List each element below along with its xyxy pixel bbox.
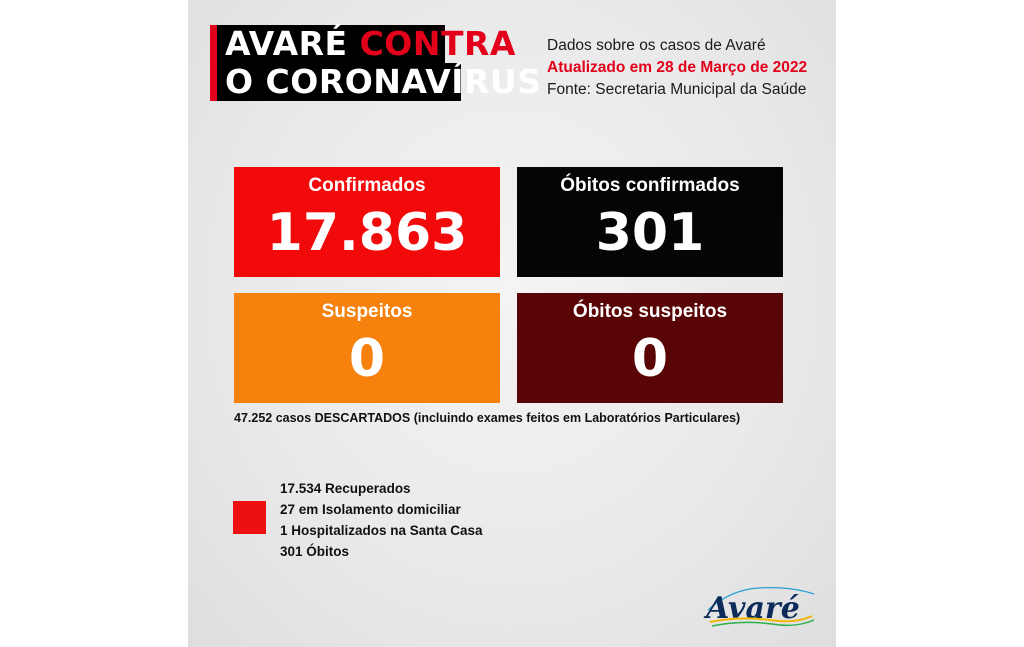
title-part-1: AVARÉ — [225, 24, 360, 63]
confirmed-label: Confirmados — [308, 175, 426, 196]
poster — [188, 0, 836, 647]
title-line-2: O CORONAVÍRUS — [217, 63, 461, 101]
deaths-confirmed-box — [517, 167, 783, 277]
confirmed-value: 17.863 — [266, 203, 468, 263]
discarded-text: 47.252 casos DESCARTADOS (incluindo exames feitos em Laboratórios Particulares) — [234, 411, 741, 425]
status-deaths: 301 Óbitos — [280, 544, 350, 559]
info-source: Fonte: Secretaria Municipal da Saúde — [547, 81, 807, 98]
deaths-suspected-label: Óbitos suspeitos — [572, 301, 728, 322]
legend-square — [233, 501, 266, 534]
status-list — [280, 478, 483, 562]
status-recovered: 17.534 Recuperados — [280, 481, 411, 496]
deaths-suspected-value: 0 — [631, 329, 669, 389]
suspected-label: Suspeitos — [321, 301, 413, 322]
avare-logo-icon — [700, 580, 820, 632]
logo-text: Avaré — [706, 591, 800, 626]
confirmed-box — [234, 167, 500, 277]
title-line-1 — [217, 24, 516, 63]
deaths-suspected-box — [517, 293, 783, 403]
deaths-confirmed-value: 301 — [595, 203, 705, 263]
suspected-box — [234, 293, 500, 403]
title-block — [210, 24, 542, 101]
deaths-confirmed-label: Óbitos confirmados — [560, 175, 740, 196]
info-updated: Atualizado em 28 de Março de 2022 — [547, 59, 808, 76]
info-block — [547, 35, 827, 101]
info-heading: Dados sobre os casos de Avaré — [547, 37, 766, 54]
suspected-value: 0 — [348, 329, 386, 389]
status-isolation: 27 em Isolamento domiciliar — [280, 502, 461, 517]
title-part-2: CONTRA — [359, 24, 516, 63]
status-hospitalized: 1 Hospitalizados na Santa Casa — [280, 523, 483, 538]
